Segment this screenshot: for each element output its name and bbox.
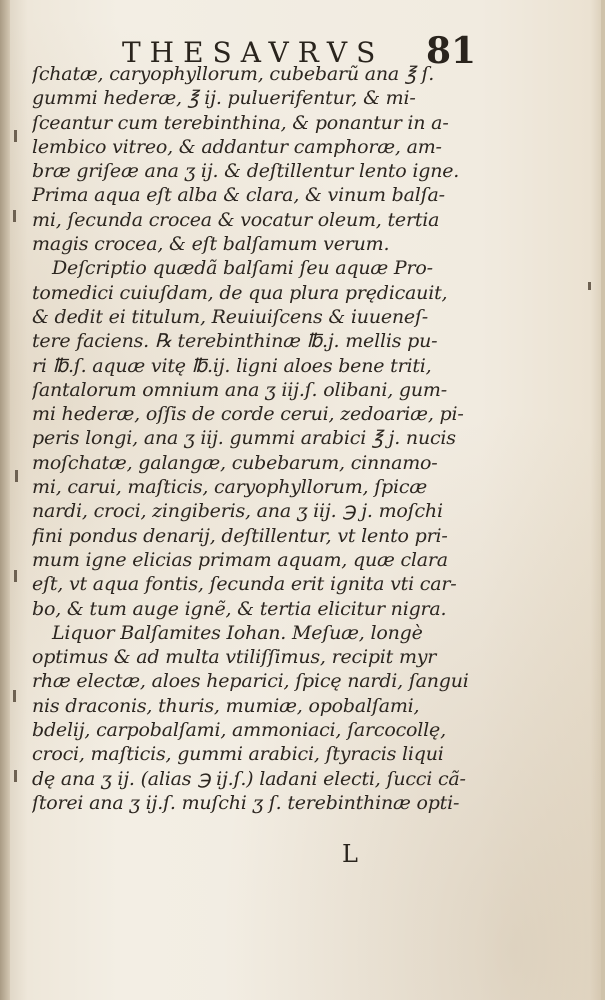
text-line: ſchatæ, caryophyllorum, cubebarũ ana ℥ ſ. xyxy=(32,63,435,85)
text-line: lembico vitreo, & addantur camphoræ, am- xyxy=(32,135,442,158)
text-line: moſchatæ, galangæ, cubebarum, cinnamo- xyxy=(32,451,438,474)
text-line: bo, & tum auge ignẽ, & tertia elicitur nigra. xyxy=(32,597,447,620)
text-line: optimus & ad multa vtiliſſimus, recipit myr xyxy=(32,646,437,669)
margin-mark xyxy=(14,570,17,582)
margin-mark xyxy=(15,470,18,482)
text-line: peris longi, ana ʒ iij. gummi arabici ℥ j. nucis xyxy=(32,427,456,450)
paragraph-start-line: Deſcriptio quædã balſami ſeu aquæ Pro- xyxy=(52,257,433,280)
text-line: & dedit ei titulum, Reuiuiſcens & iuueneſ- xyxy=(32,305,429,328)
binding-gutter xyxy=(0,0,10,1000)
text-line: nardi, croci, zingiberis, ana ʒ iij. ℈ j. moſchi xyxy=(32,500,443,523)
text-line: ſtorei ana ʒ ij.ſ. muſchi ʒ ſ. terebinthinæ opti- xyxy=(32,791,460,814)
margin-mark xyxy=(14,770,17,782)
text-line: croci, maſticis, gummi arabici, ſtyracis liqui xyxy=(32,743,444,766)
text-line: gummi hederæ, ℥ ij. puluerifentur, & mi- xyxy=(32,87,416,110)
text-line: rhæ electæ, aloes heparici, ſpicę nardi, ſangui xyxy=(32,670,469,693)
text-line: tere faciens. ℞ terebinthinæ ℔.j. mellis pu- xyxy=(32,330,438,353)
text-line: eſt, vt aqua fontis, ſecunda erit ignita vti car- xyxy=(32,573,457,596)
text-line: bdelij, carpobalſami, ammoniaci, ſarcocollę, xyxy=(32,719,446,742)
text-line: bræ griſeæ ana ʒ ij. & deſtillentur lento igne. xyxy=(32,160,460,183)
signature-mark: L xyxy=(342,840,358,868)
text-line: mi, carui, maſticis, caryophyllorum, ſpicæ xyxy=(32,476,427,499)
body-text xyxy=(32,62,577,815)
text-line: tomedici cuiuſdam, de qua plura prędicauit, xyxy=(32,281,448,304)
text-line: dę ana ʒ ij. (alias ℈ ij.ſ.) ladani electi, ſucci cã- xyxy=(32,767,466,790)
text-line: Prima aqua eſt alba & clara, & vinum balſa- xyxy=(32,184,445,207)
text-line: mi, ſecunda crocea & vocatur oleum, tertia xyxy=(32,208,440,231)
text-line: ſantalorum omnium ana ʒ iij.ſ. olibani, gum- xyxy=(32,378,447,401)
paragraph-start-line: Liquor Balſamites Iohan. Meſuæ, longè xyxy=(52,621,423,644)
margin-mark xyxy=(13,690,16,702)
page-edge xyxy=(601,0,605,1000)
text-line: nis draconis, thuris, mumiæ, opobalſami, xyxy=(32,694,420,717)
margin-mark xyxy=(14,130,17,142)
page-number: 81 xyxy=(426,30,477,72)
text-line: mum igne elicias primam aquam, quæ clara xyxy=(32,548,448,571)
text-line: ſceantur cum terebinthina, & ponantur in a- xyxy=(32,111,449,134)
margin-mark xyxy=(588,282,591,290)
text-line: fini pondus denarij, deſtillentur, vt lento pri- xyxy=(32,524,448,547)
text-line: ri ℔.ſ. aquæ vitę ℔.ij. ligni aloes bene triti, xyxy=(32,354,432,377)
running-head: THESAVRVS xyxy=(122,36,385,69)
text-line: mi hederæ, oſſis de corde cerui, zedoariæ, pi- xyxy=(32,403,464,426)
margin-mark xyxy=(13,210,16,222)
text-line: magis crocea, & eſt balſamum verum. xyxy=(32,233,390,256)
